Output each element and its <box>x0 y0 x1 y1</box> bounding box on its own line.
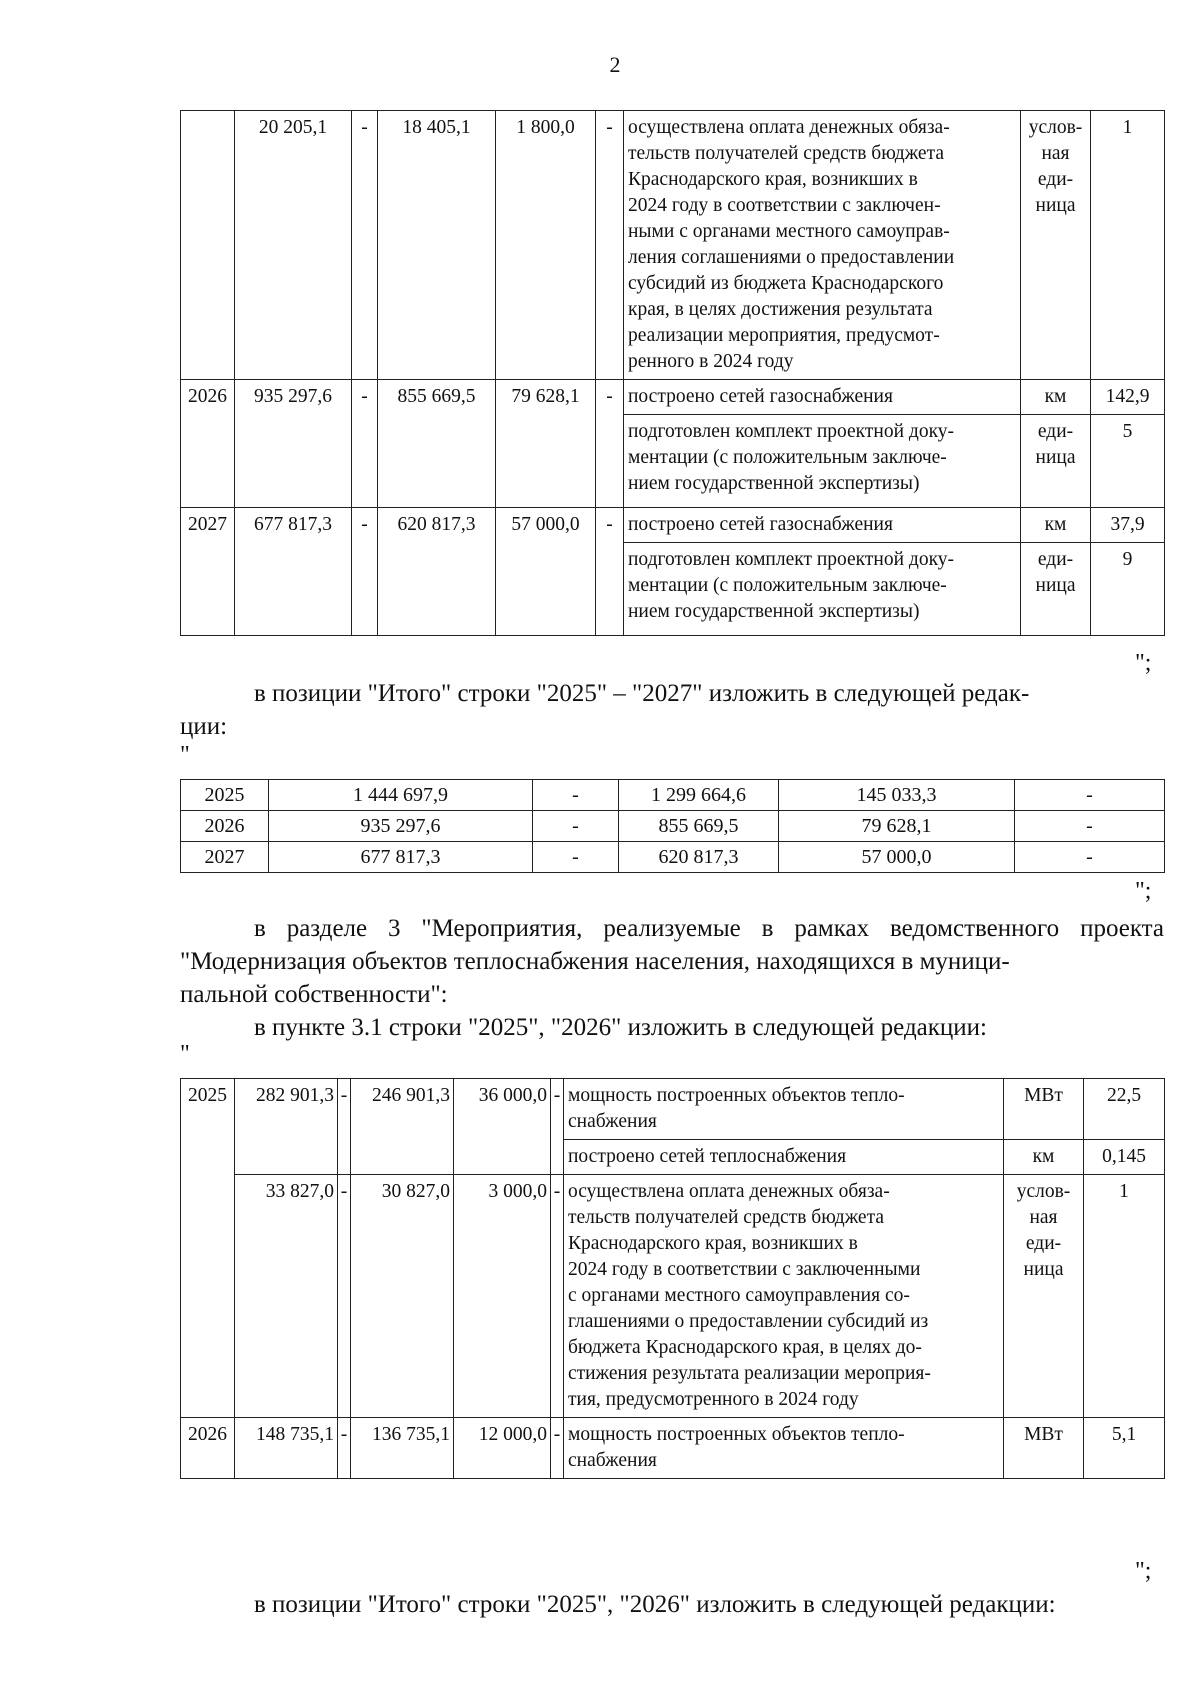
year-cell: 2026 <box>181 1418 235 1479</box>
fund-cell: 1 299 664,6 <box>619 780 779 811</box>
fund-cell: - <box>1015 842 1165 873</box>
paragraph: в пункте 3.1 строки "2025", "2026" изложить в следующей редакции: <box>254 1014 987 1041</box>
fund-cell: - <box>533 780 619 811</box>
total-cell: 148 735,1 <box>235 1418 338 1479</box>
table-row <box>181 1418 1165 1479</box>
fund-cell: - <box>338 1175 351 1418</box>
total-cell: 33 827,0 <box>235 1175 338 1418</box>
fund-cell: 3 000,0 <box>454 1175 551 1418</box>
value-cell: 1 <box>1084 1175 1165 1418</box>
fund-cell: - <box>551 1418 564 1479</box>
unit-cell: услов- ная еди- ница <box>1021 111 1091 380</box>
table-row <box>181 1079 1165 1140</box>
fund-cell: - <box>533 842 619 873</box>
year-cell: 2025 <box>181 1079 235 1418</box>
table-row <box>181 508 1165 543</box>
fund-cell: 57 000,0 <box>779 842 1015 873</box>
year-cell: 2026 <box>181 811 269 842</box>
fund-cell: - <box>596 380 624 508</box>
value-cell: 1 <box>1091 111 1165 380</box>
page-number: 2 <box>609 52 621 77</box>
result-text-cell: построено сетей газоснабжения <box>624 380 1021 415</box>
fund-cell: - <box>338 1079 351 1175</box>
unit-cell: км <box>1021 508 1091 543</box>
closing-quote: "; <box>1135 650 1152 676</box>
result-text-cell: мощность построенных объектов тепло- снабжения <box>564 1418 1004 1479</box>
fund-cell: - <box>533 811 619 842</box>
closing-quote: "; <box>1135 1558 1152 1584</box>
table-row <box>181 1175 1165 1418</box>
heat-supply-table <box>180 1078 1165 1479</box>
fund-cell: 36 000,0 <box>454 1079 551 1175</box>
result-text-cell: мощность построенных объектов тепло- снабжения <box>564 1079 1004 1140</box>
paragraph-text: в разделе 3 "Мероприятия, реализуемые в рамках ведомственного проекта "Модернизация объектов теплоснабжения населения, находящихся в муници- пальной собственности": <box>180 915 1164 1008</box>
fund-cell: 855 669,5 <box>619 811 779 842</box>
unit-cell: еди- ница <box>1021 543 1091 636</box>
fund-cell: 18 405,1 <box>378 111 496 380</box>
fund-cell: 12 000,0 <box>454 1418 551 1479</box>
unit-cell: услов- ная еди- ница <box>1004 1175 1084 1418</box>
fund-cell: 79 628,1 <box>496 380 596 508</box>
total-cell: 20 205,1 <box>235 111 352 380</box>
totals-table <box>180 779 1165 873</box>
fund-cell: 79 628,1 <box>779 811 1015 842</box>
opening-quote: " <box>180 742 190 768</box>
fund-cell: - <box>596 508 624 636</box>
fund-cell: 136 735,1 <box>351 1418 454 1479</box>
value-cell: 5,1 <box>1084 1418 1165 1479</box>
total-cell: 282 901,3 <box>235 1079 338 1175</box>
result-text-cell: подготовлен комплект проектной доку- ментации (с положительным заключе- нием государственной экспертизы) <box>624 543 1021 636</box>
fund-cell: - <box>551 1175 564 1418</box>
paragraph: в позиции "Итого" строки "2025", "2026" изложить в следующей редакции: <box>254 1591 1056 1618</box>
result-text-cell: осуществлена оплата денежных обяза- тельств получателей средств бюджета Краснодарского края, возникших в 2024 году в соответствии с заключенными с органами местного самоуправления со- глашениями о предоставлении субсидий из бюджета Краснодарского края, в целях до- стижения результата реализации мероприя- тия, предусмотренного в 2024 году <box>564 1175 1004 1418</box>
result-text-cell: построено сетей теплоснабжения <box>564 1140 1004 1175</box>
fund-cell: - <box>352 111 378 380</box>
year-cell <box>181 111 235 380</box>
fund-cell: - <box>596 111 624 380</box>
fund-cell: 855 669,5 <box>378 380 496 508</box>
year-cell: 2027 <box>181 842 269 873</box>
closing-quote: "; <box>1135 878 1152 904</box>
paragraph <box>180 677 1164 743</box>
year-cell: 2027 <box>181 508 235 636</box>
fund-cell: 1 800,0 <box>496 111 596 380</box>
fund-cell: 57 000,0 <box>496 508 596 636</box>
fund-cell: 30 827,0 <box>351 1175 454 1418</box>
table-row <box>181 842 1165 873</box>
total-cell: 1 444 697,9 <box>269 780 533 811</box>
table-row <box>181 811 1165 842</box>
table-row <box>181 380 1165 415</box>
total-cell: 935 297,6 <box>235 380 352 508</box>
fund-cell: - <box>352 508 378 636</box>
value-cell: 37,9 <box>1091 508 1165 543</box>
fund-cell: - <box>1015 780 1165 811</box>
fund-cell: 145 033,3 <box>779 780 1015 811</box>
gas-supply-table <box>180 110 1165 636</box>
unit-cell: МВт <box>1004 1079 1084 1140</box>
year-cell: 2025 <box>181 780 269 811</box>
total-cell: 677 817,3 <box>269 842 533 873</box>
paragraph-text: в позиции "Итого" строки "2025" – "2027" изложить в следующей редак- ции: <box>180 680 1030 740</box>
table-row <box>181 111 1165 380</box>
result-text-cell: подготовлен комплект проектной доку- ментации (с положительным заключе- нием государственной экспертизы) <box>624 415 1021 508</box>
value-cell: 142,9 <box>1091 380 1165 415</box>
fund-cell: 620 817,3 <box>378 508 496 636</box>
unit-cell: км <box>1004 1140 1084 1175</box>
table-row <box>181 780 1165 811</box>
paragraph <box>180 912 1164 1011</box>
opening-quote: " <box>180 1041 190 1067</box>
total-cell: 677 817,3 <box>235 508 352 636</box>
result-text-cell: осуществлена оплата денежных обяза- тельств получателей средств бюджета Краснодарского края, возникших в 2024 году в соответствии с заключен- ными с органами местного самоуправ- ления соглашениями о предоставлении субсидий из бюджета Краснодарского края, в целях достижения результата реализации мероприятия, предусмот- ренного в 2024 году <box>624 111 1021 380</box>
value-cell: 0,145 <box>1084 1140 1165 1175</box>
value-cell: 22,5 <box>1084 1079 1165 1140</box>
value-cell: 5 <box>1091 415 1165 508</box>
fund-cell: - <box>551 1079 564 1175</box>
fund-cell: 246 901,3 <box>351 1079 454 1175</box>
value-cell: 9 <box>1091 543 1165 636</box>
fund-cell: - <box>1015 811 1165 842</box>
total-cell: 935 297,6 <box>269 811 533 842</box>
unit-cell: еди- ница <box>1021 415 1091 508</box>
result-text-cell: построено сетей газоснабжения <box>624 508 1021 543</box>
fund-cell: - <box>352 380 378 508</box>
fund-cell: - <box>338 1418 351 1479</box>
unit-cell: МВт <box>1004 1418 1084 1479</box>
year-cell: 2026 <box>181 380 235 508</box>
unit-cell: км <box>1021 380 1091 415</box>
fund-cell: 620 817,3 <box>619 842 779 873</box>
